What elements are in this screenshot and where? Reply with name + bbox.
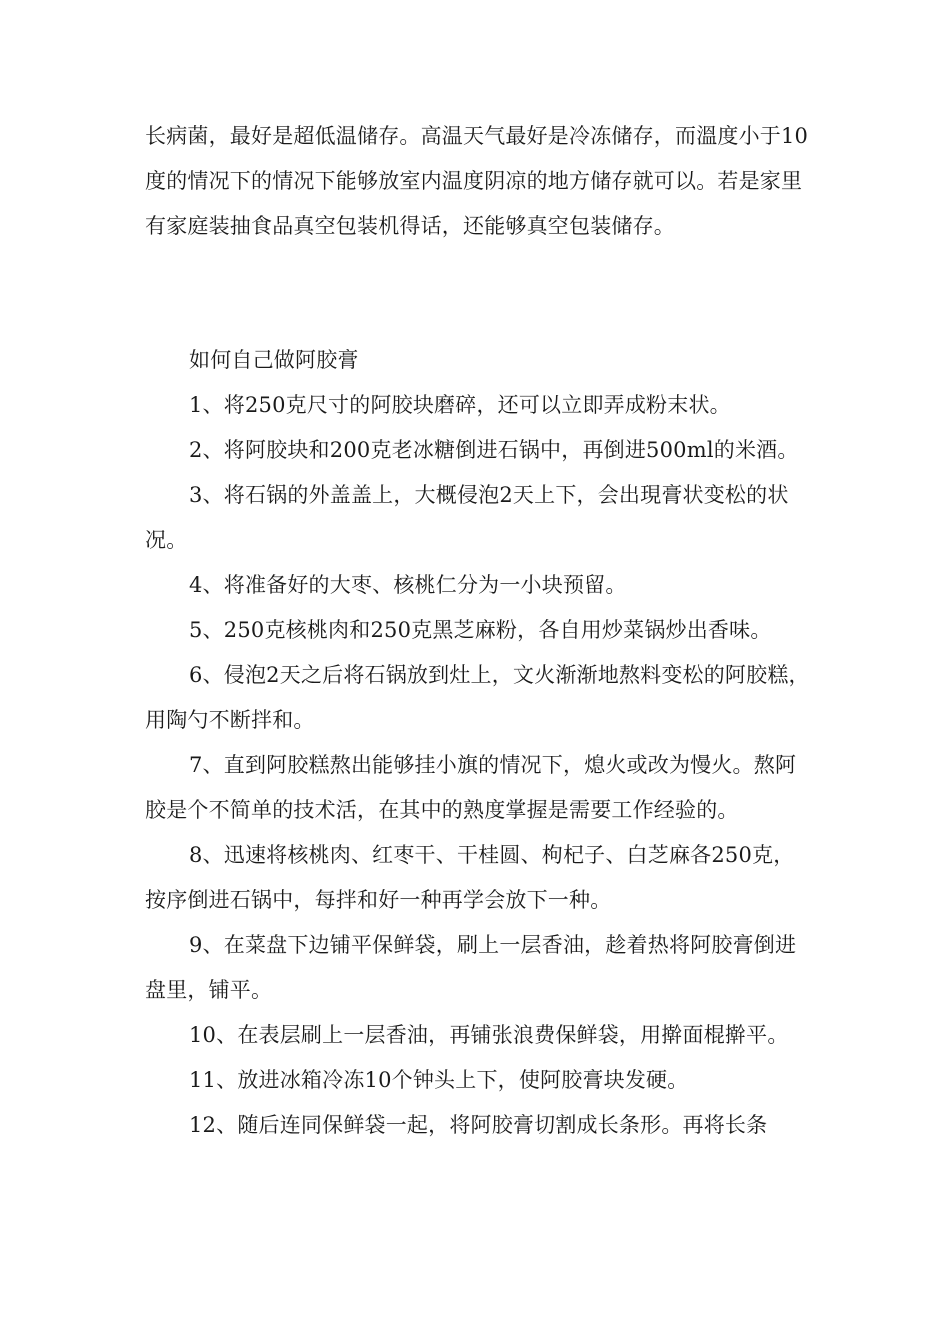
- step-1: 1、将250克尺寸的阿胶块磨碎，还可以立即弄成粉末状。: [189, 393, 731, 417]
- step-11: 11、放进冰箱冷冻10个钟头上下，使阿胶膏块发硬。: [189, 1068, 689, 1092]
- step-9: 9、在菜盘下边铺平保鲜袋，刷上一层香油，趁着热将阿胶膏倒进盘里，铺平。: [145, 933, 797, 1002]
- step-4: 4、将准备好的大枣、核桃仁分为一小块预留。: [189, 573, 627, 597]
- paragraph-gap: [145, 249, 813, 338]
- section-title: 如何自己做阿胶膏: [189, 348, 359, 372]
- step-2: 2、将阿胶块和200克老冰糖倒进石锅中，再倒进500ml的米酒。: [189, 438, 799, 462]
- step-5: 5、250克核桃肉和250克黑芝麻粉，各自用炒菜锅炒出香味。: [189, 618, 772, 642]
- step-12: 12、随后连同保鲜袋一起，将阿胶膏切割成长条形。再将长条: [189, 1113, 768, 1137]
- step-10: 10、在表层刷上一层香油，再铺张浪费保鲜袋，用擀面棍擀平。: [189, 1023, 789, 1047]
- document-page: [145, 114, 813, 1148]
- step-3: 3、将石锅的外盖盖上，大概侵泡2天上下，会出現膏状变松的状况。: [145, 483, 789, 552]
- intro-paragraph: 长病菌，最好是超低温储存。高温天气最好是冷冻储存，而溫度小于10度的情况下的情况下能够放室内温度阴凉的地方储存就可以。若是家里有家庭装抽食品真空包装机得话，还能够真空包装储存。: [145, 124, 809, 238]
- step-6: 6、侵泡2天之后将石锅放到灶上，文火渐渐地熬料变松的阿胶糕，用陶勺不断拌和。: [145, 663, 810, 732]
- step-8: 8、迅速将核桃肉、红枣干、干桂圆、枸杞子、白芝麻各250克，按序倒进石锅中，每拌和好一种再学会放下一种。: [145, 843, 795, 912]
- step-7: 7、直到阿胶糕熬出能够挂小旗的情况下，熄火或改为慢火。熬阿胶是个不简单的技术活，在其中的熟度掌握是需要工作经验的。: [145, 753, 797, 822]
